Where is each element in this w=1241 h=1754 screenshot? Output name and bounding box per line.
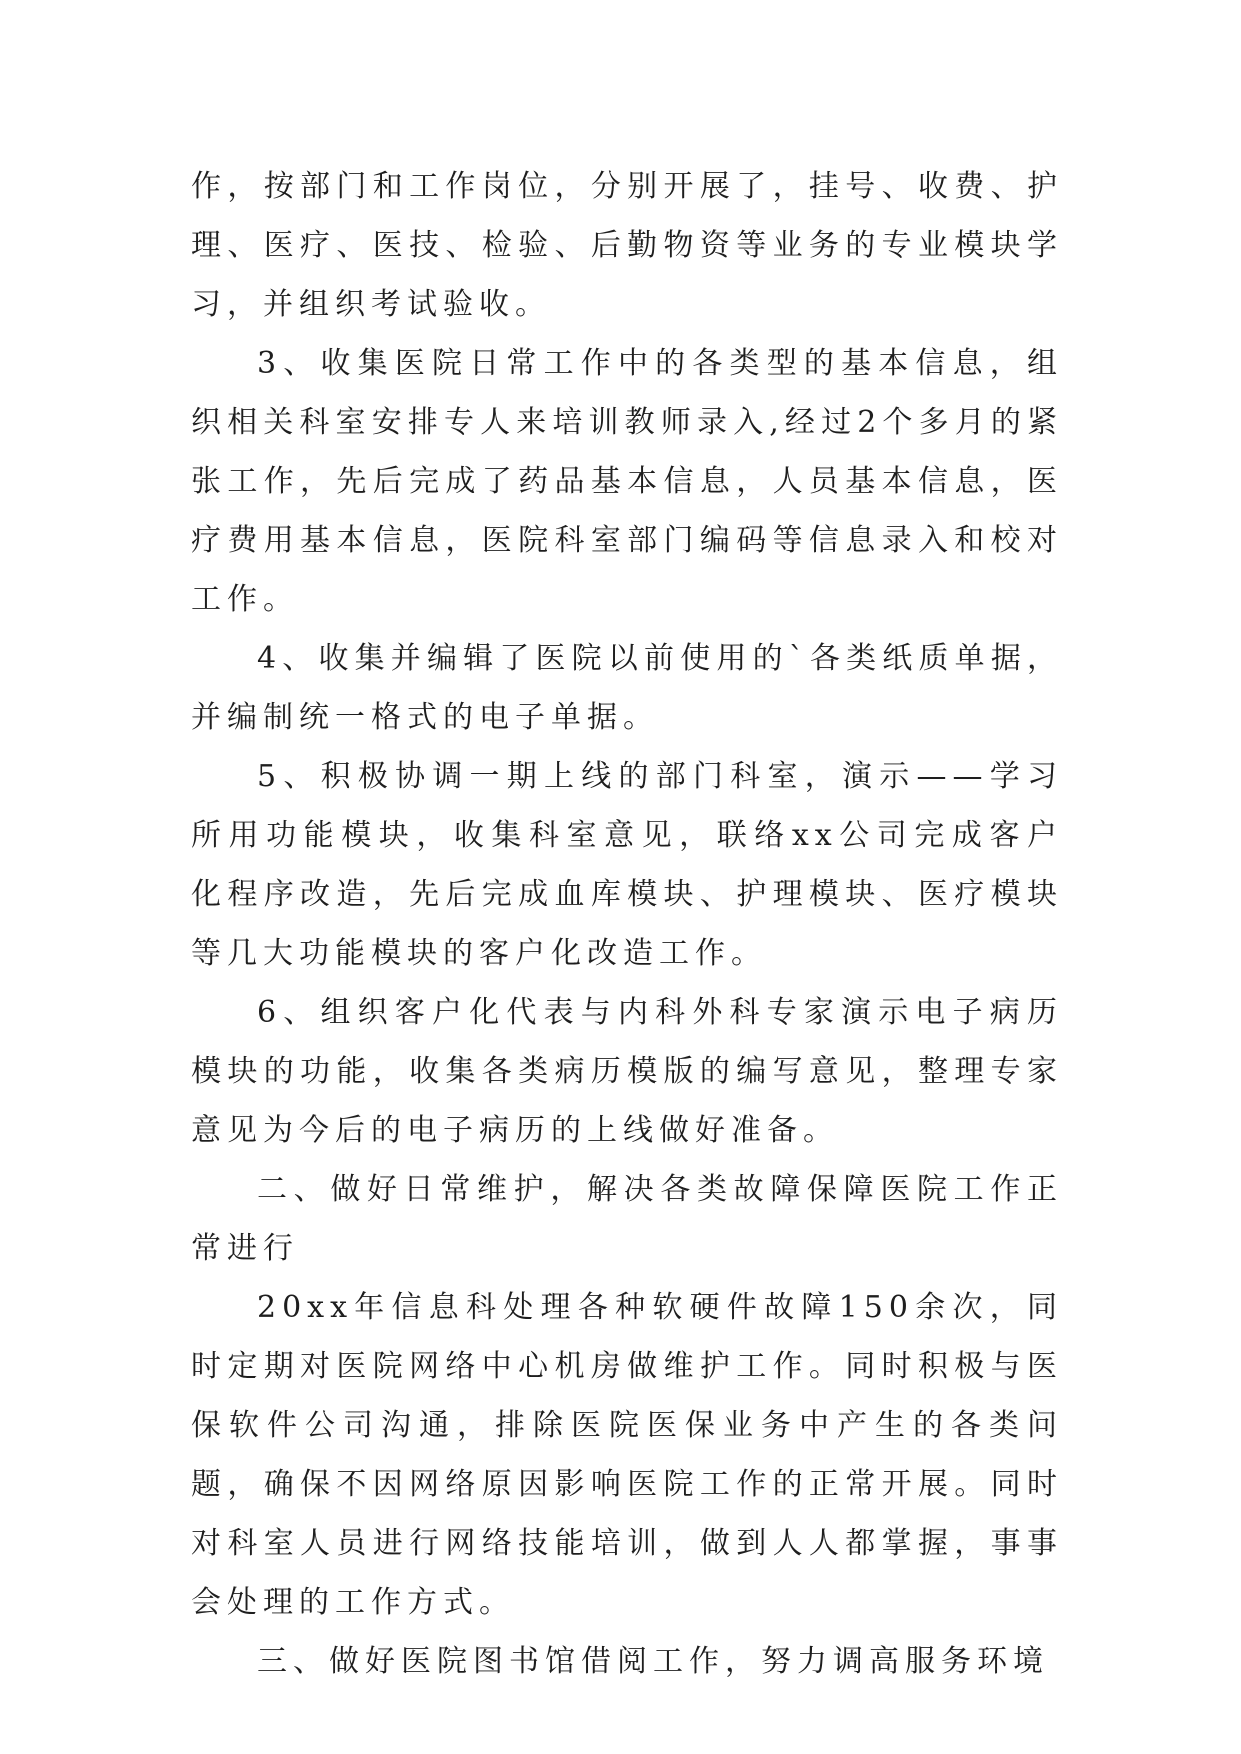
document-body <box>191 157 1063 1691</box>
paragraph-item-5: 5、积极协调一期上线的部门科室，演示——学习所用功能模块，收集科室意见，联络xx公司完成客户化程序改造，先后完成血库模块、护理模块、医疗模块等几大功能模块的客户化改造工作。 <box>191 759 1063 971</box>
paragraph-continuation: 作，按部门和工作岗位，分别开展了，挂号、收费、护理、医疗、医技、检验、后勤物资等业务的专业模块学习，并组织考试验收。 <box>191 169 1063 322</box>
paragraph-section-2-body: 20xx年信息科处理各种软硬件故障150余次，同时定期对医院网络中心机房做维护工作。同时积极与医保软件公司沟通，排除医院医保业务中产生的各类问题，确保不因网络原因影响医院工作的正常开展。同时对科室人员进行网络技能培训，做到人人都掌握，事事会处理的工作方式。 <box>191 1290 1063 1620</box>
section-heading-3: 三、做好医院图书馆借阅工作，努力调高服务环境 <box>257 1644 1049 1679</box>
paragraph-item-6: 6、组织客户化代表与内科外科专家演示电子病历模块的功能，收集各类病历模版的编写意见，整理专家意见为今后的电子病历的上线做好准备。 <box>191 995 1063 1148</box>
paragraph-item-3: 3、收集医院日常工作中的各类型的基本信息，组织相关科室安排专人来培训教师录入,经过2个多月的紧张工作，先后完成了药品基本信息，人员基本信息，医疗费用基本信息，医院科室部门编码等信息录入和校对工作。 <box>191 346 1063 617</box>
section-heading-2: 二、做好日常维护，解决各类故障保障医院工作正常进行 <box>191 1172 1063 1266</box>
paragraph-item-4: 4、收集并编辑了医院以前使用的`各类纸质单据，并编制统一格式的电子单据。 <box>191 641 1063 735</box>
